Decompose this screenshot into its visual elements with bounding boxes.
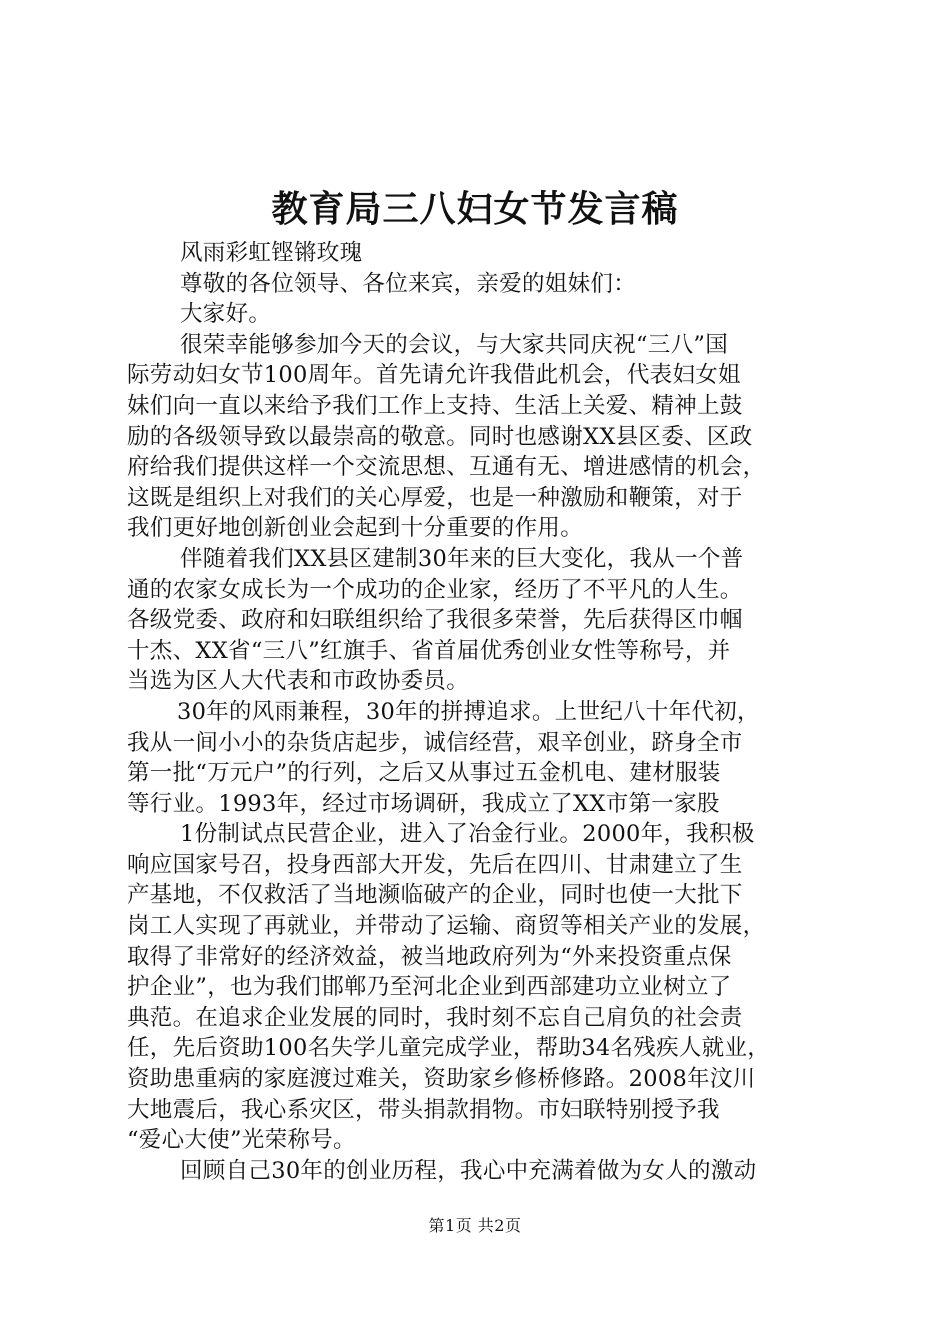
text-line: 响应国家号召，投身西部大开发，先后在四川、甘肃建立了生 <box>127 851 743 878</box>
text-line: 大地震后，我心系灾区，带头捐款捐物。市妇联特别授予我 <box>127 1096 720 1123</box>
text-line: 产基地，不仅救活了当地濒临破产的企业，同时也使一大批下 <box>127 882 743 909</box>
text-line: 护企业”，也为我们邯郸乃至河北企业到西部建功立业树立了 <box>127 974 732 1001</box>
text-line: 1份制试点民营企业，进入了冶金行业。2000年，我积极 <box>180 821 755 848</box>
text-line: 这既是组织上对我们的关心厚爱，也是一种激励和鞭策，对于 <box>127 484 743 511</box>
text-line: 回顾自己30年的创业历程，我心中充满着做为女人的激动 <box>180 1157 757 1184</box>
text-line: 30年的风雨兼程，30年的拼搏追求。上世纪八十年代初， <box>177 698 760 725</box>
text-line: 大家好。 <box>180 301 272 328</box>
page-footer: 第1页 共2页 <box>428 1216 522 1235</box>
text-line: 任，先后资助100名失学儿童完成学业，帮助34名残疾人就业， <box>127 1035 771 1062</box>
text-line: 岗工人实现了再就业，并带动了运输、商贸等相关产业的发展， <box>127 913 766 940</box>
text-line: 风雨彩虹铿锵玫瑰 <box>180 240 363 266</box>
text-line: 典范。在追求企业发展的同时，我时刻不忘自己肩负的社会责 <box>127 1004 743 1031</box>
text-line: 等行业。1993年，经过市场调研，我成立了XX市第一家股 <box>127 790 720 817</box>
text-line: 通的农家女成长为一个成功的企业家，经历了不平凡的人生。 <box>127 576 743 603</box>
text-line: 十杰、XX省“三八”红旗手、省首届优秀创业女性等称号，并 <box>127 637 731 664</box>
text-line: 很荣幸能够参加今天的会议，与大家共同庆祝“三八”国 <box>180 331 729 358</box>
text-line: 取得了非常好的经济效益，被当地政府列为“外来投资重点保 <box>127 943 732 970</box>
text-line: 尊敬的各位领导、各位来宾，亲爱的姐妹们： <box>180 270 637 297</box>
text-line: 励的各级领导致以最崇高的敬意。同时也感谢XX县区委、区政 <box>127 423 753 450</box>
text-line: 我从一间小小的杂货店起步，诚信经营，艰辛创业，跻身全市 <box>127 729 743 756</box>
text-line: 际劳动妇女节100周年。首先请允许我借此机会，代表妇女姐 <box>127 362 741 389</box>
text-line: 妹们向一直以来给予我们工作上支持、生活上关爱、精神上鼓 <box>127 392 743 419</box>
text-line: 府给我们提供这样一个交流思想、互通有无、增进感情的机会， <box>127 454 766 481</box>
text-line: 各级党委、政府和妇联组织给了我很多荣誉，先后获得区巾帼 <box>127 607 743 634</box>
text-line: 当选为区人大代表和市政协委员。 <box>127 668 470 695</box>
text-line: 我们更好地创新创业会起到十分重要的作用。 <box>127 515 584 542</box>
text-line: 第一批“万元户”的行列，之后又从事过五金机电、建材服装 <box>127 760 721 787</box>
text-line: 伴随着我们XX县区建制30年来的巨大变化，我从一个普 <box>180 545 744 572</box>
text-line: “爱心大使”光荣称号。 <box>127 1127 356 1154</box>
document-title: 教育局三八妇女节发言稿 <box>271 188 679 230</box>
document-body <box>127 238 842 1186</box>
text-line: 资助患重病的家庭渡过难关，资助家乡修桥修路。2008年汶川 <box>127 1066 756 1093</box>
